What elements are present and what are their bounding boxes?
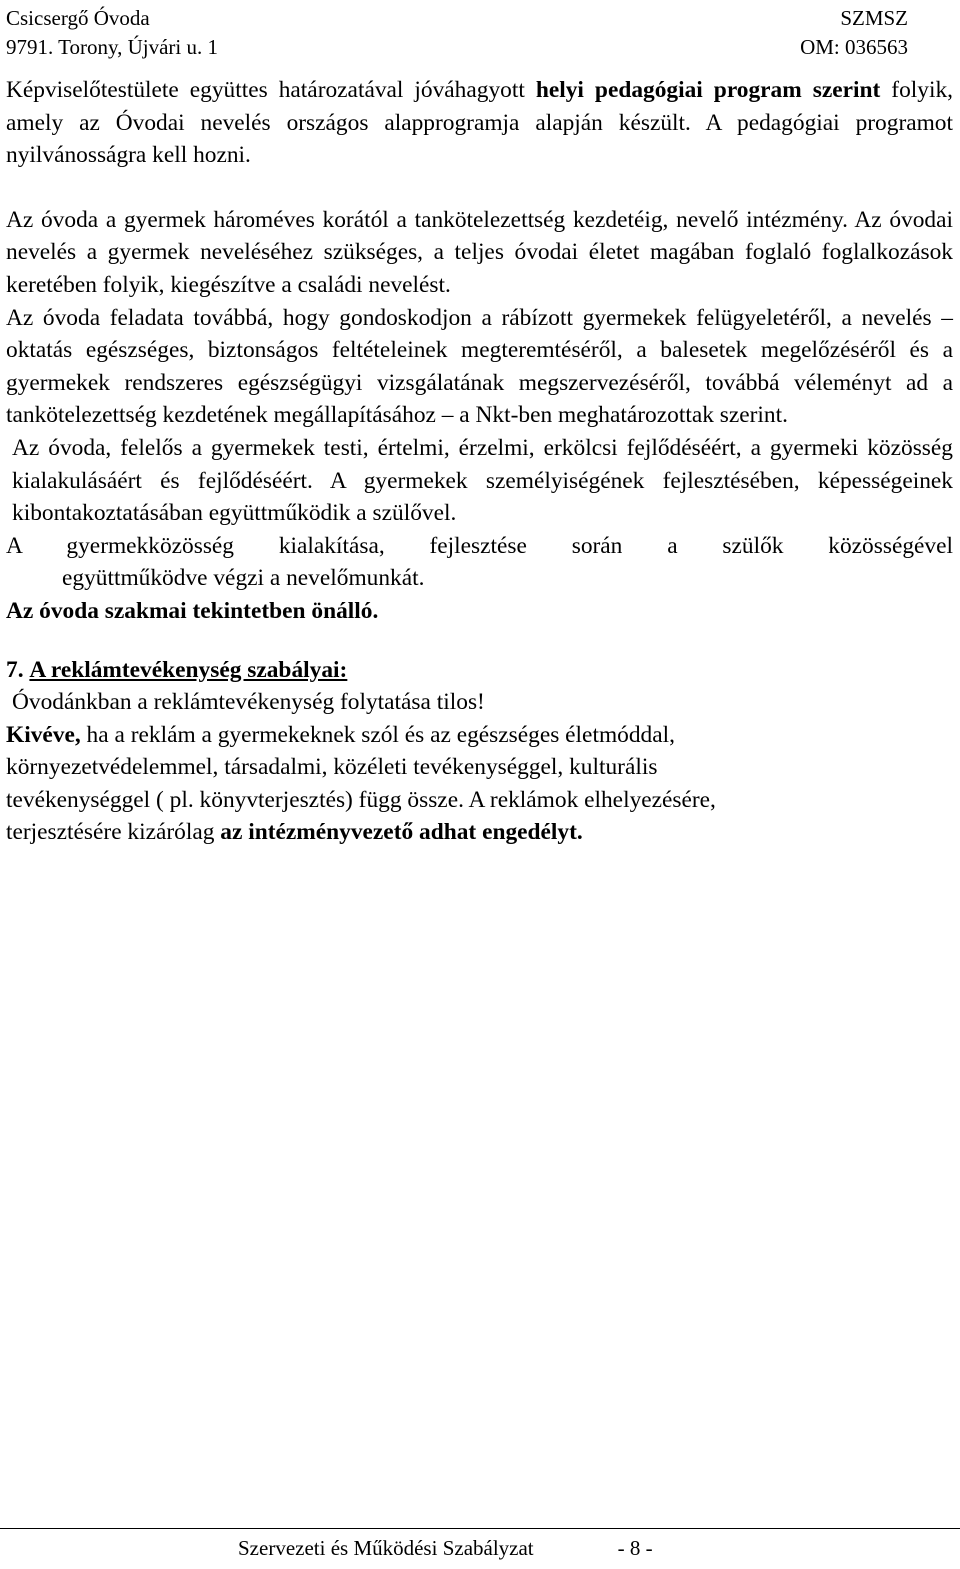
paragraph-pedagogical-program: Képviselőtestülete együttes határozatával jóváhagyott helyi pedagógiai program szerint folyik, amely az Óvodai nevelés országos alapprogramja alapján készült. A pedagógiai programot nyilvánosságra kell hozni. xyxy=(6,77,954,169)
paragraph-community-line1: A gyermekközösség kialakítása, fejlesztése során a szülők közösségével xyxy=(6,532,953,559)
document-body xyxy=(6,74,953,849)
section-7-prohibition: Óvodánkban a reklámtevékenység folytatása tilos! xyxy=(12,689,485,716)
page-header xyxy=(6,4,908,62)
om-identifier: OM: 036563 xyxy=(800,35,908,59)
section-7-exception-line2: környezetvédelemmel, társadalmi, közéleti tevékenységgel, kulturális xyxy=(6,754,658,781)
section-7-exception-line1: Kivéve, ha a reklám a gyermekeknek szól és az egészséges életmóddal, xyxy=(6,721,675,748)
org-address: 9791. Torony, Újvári u. 1 xyxy=(6,35,219,59)
footer-title: Szervezeti és Működési Szabályzat xyxy=(238,1536,534,1560)
org-name: Csicsergő Óvoda xyxy=(6,6,150,30)
paragraph-community-line2: együttműködve végzi a nevelőmunkát. xyxy=(62,565,425,592)
doc-code: SZMSZ xyxy=(840,6,908,30)
paragraph-institution: Az óvoda a gyermek hároméves korától a tankötelezettség kezdetéig, nevelő intézmény. Az óvodai nevelés a gyermek neveléséhez szükséges, a teljes óvodai életet magában foglaló foglalkozások keretében folyik, kiegészítve a családi nevelést. xyxy=(6,206,953,298)
footer-divider xyxy=(0,1528,960,1529)
paragraph-autonomy: Az óvoda szakmai tekintetben önálló. xyxy=(6,597,379,624)
section-7-exception-line4: terjesztésére kizárólag az intézményvezető adhat engedélyt. xyxy=(6,819,583,846)
page-footer xyxy=(238,1534,653,1563)
page-number: - 8 - xyxy=(617,1536,653,1560)
section-7-heading: 7. A reklámtevékenység szabályai: xyxy=(6,656,348,683)
emphasis-local-program: helyi pedagógiai program szerint xyxy=(535,77,881,103)
paragraph-responsibility: Az óvoda, felelős a gyermekek testi, értelmi, érzelmi, erkölcsi fejlődéséért, a gyermeki közösség kialakulásáért és fejlődéséért. A gyermekek személyiségének fejlesztésében, képességeinek kibontakoztatásában együttműködik a szülővel. xyxy=(12,434,953,527)
paragraph-tasks: Az óvoda feladata továbbá, hogy gondoskodjon a rábízott gyermekek felügyeletéről, a nevelés – oktatás egészséges, biztonságos feltételeinek megteremtéséről, a balesetek megelőzéséről és a gyermekek rendszeres egészségügyi vizsgálatának megszervezéséről, továbbá véleményt ad a tankötelezettség kezdetének megállapításához – a Nkt-ben meghatározottak szerint. xyxy=(6,304,953,429)
section-7-exception-line3: tevékenységgel ( pl. könyvterjesztés) függ össze. A reklámok elhelyezésére, xyxy=(6,786,716,813)
